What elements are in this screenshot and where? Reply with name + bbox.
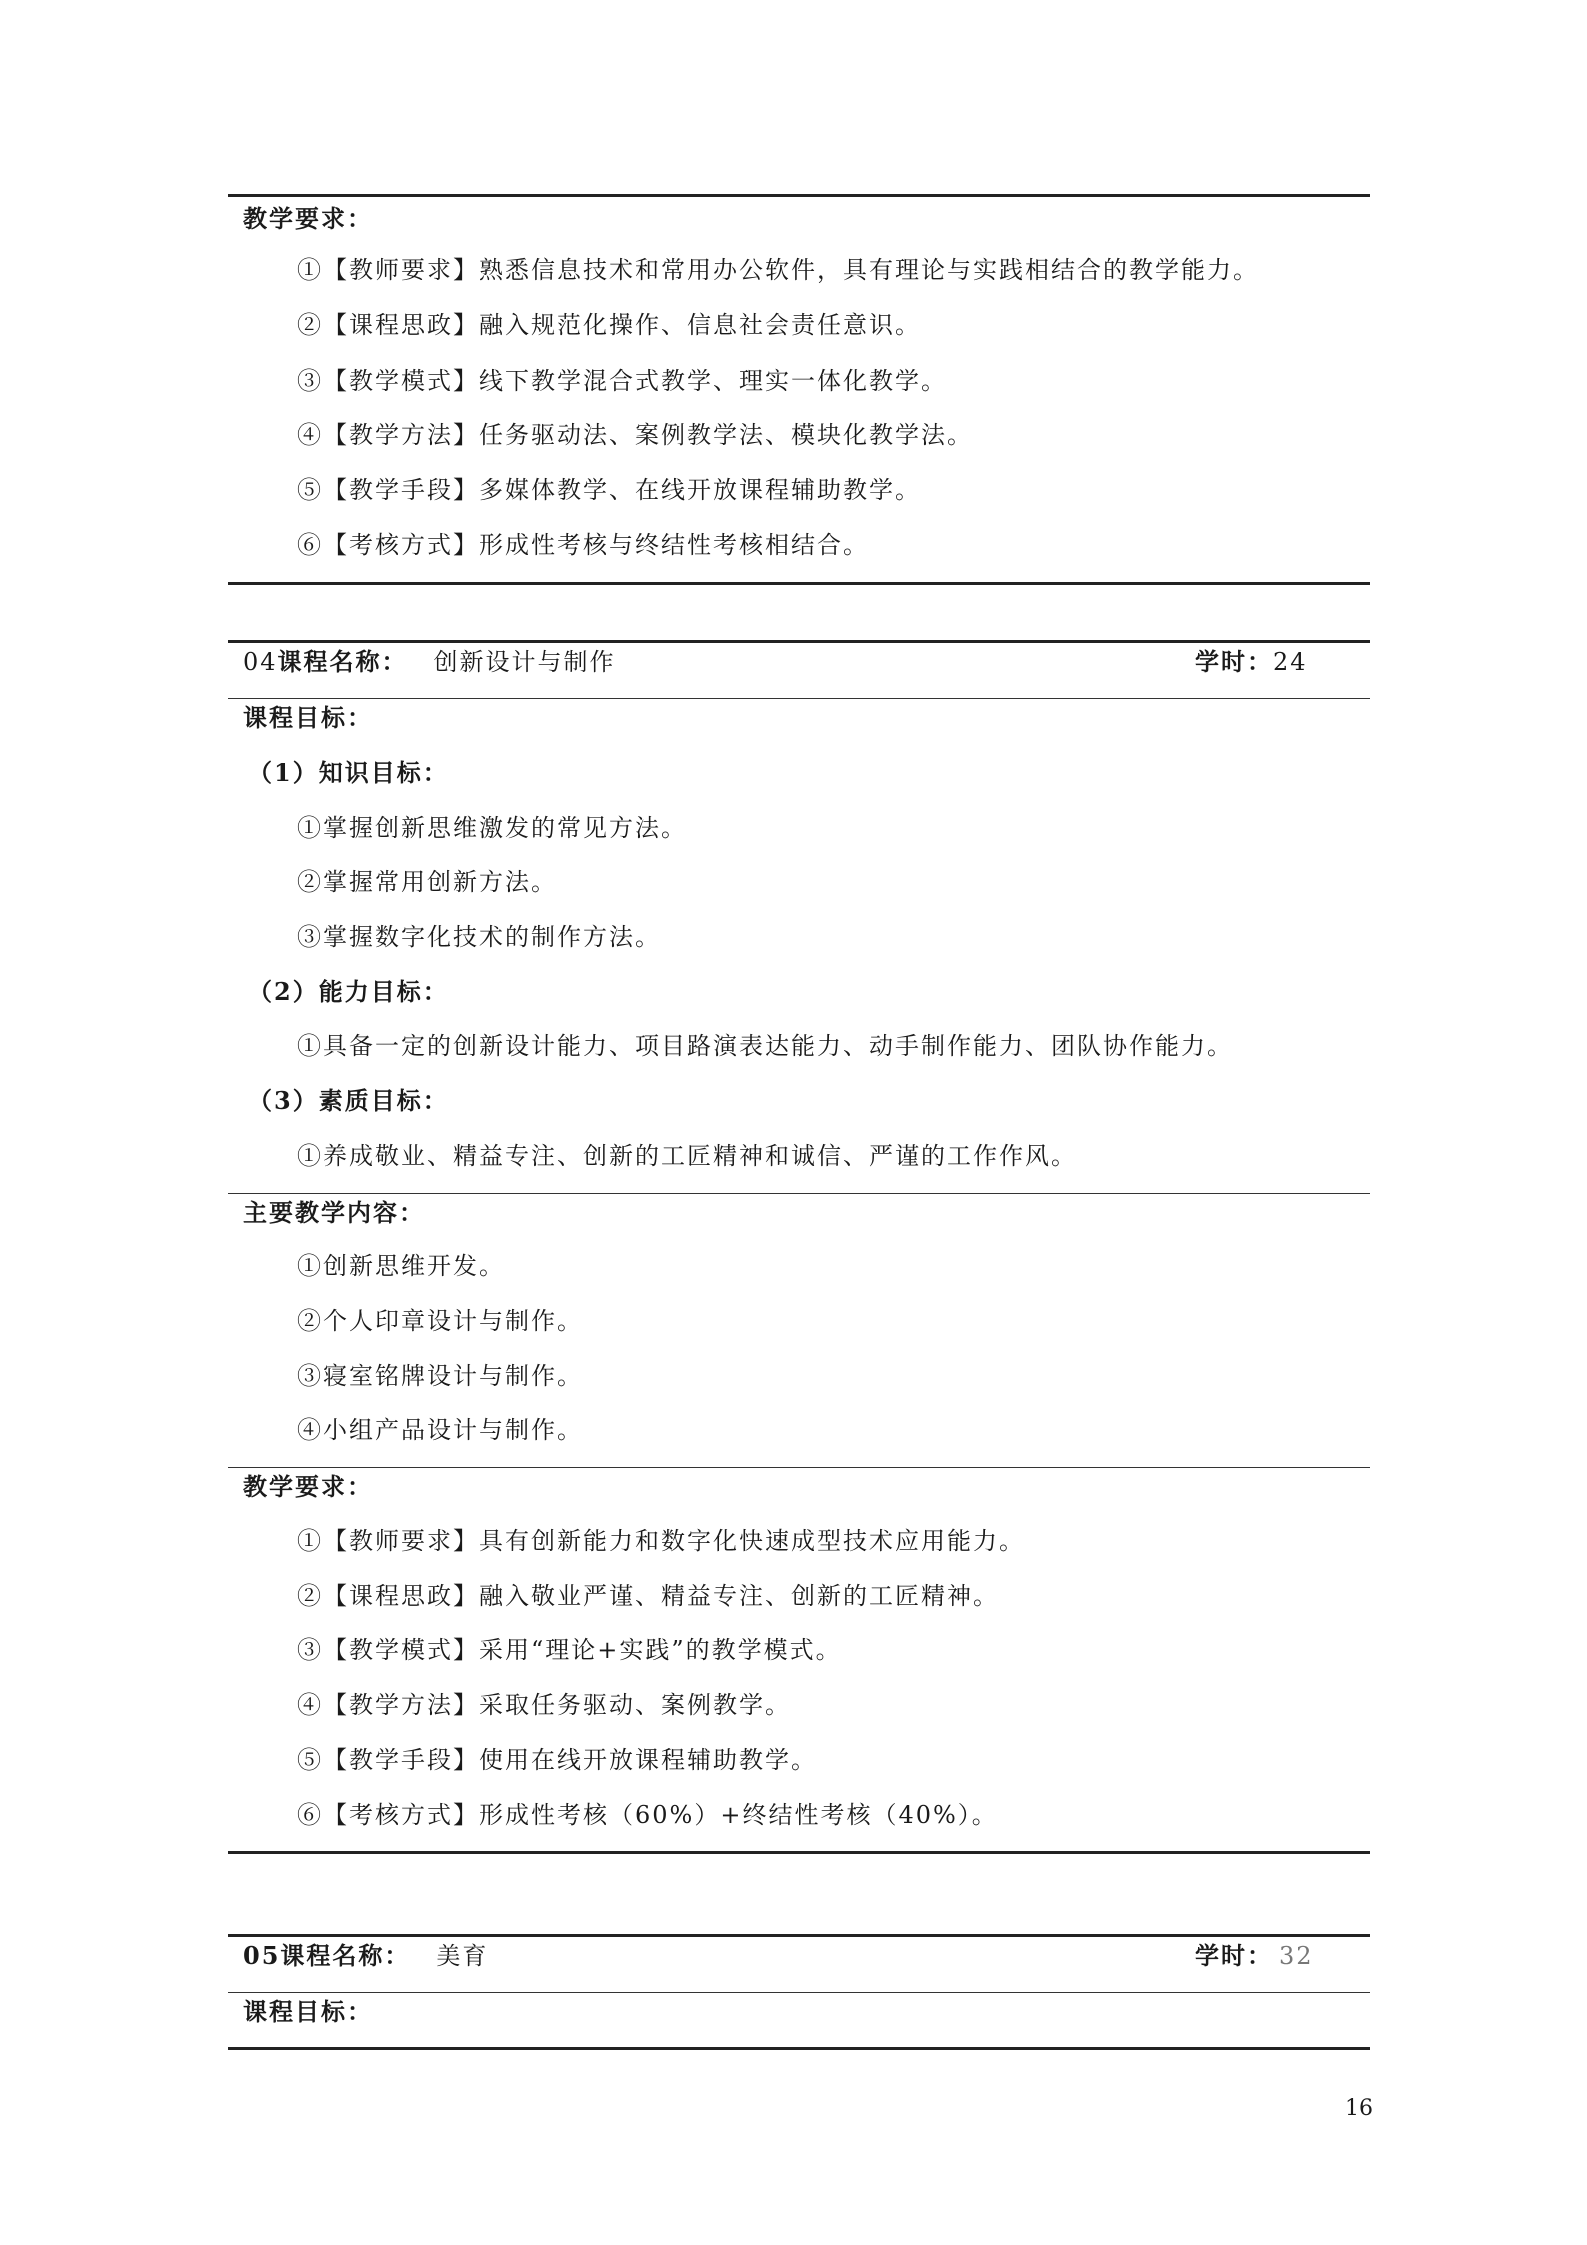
list-item: ③【教学模式】采用“理论+实践”的教学模式。 [297,1636,842,1664]
list-item: ①创新思维开发。 [297,1252,505,1280]
course-05-top-rule [228,1934,1370,1937]
hours-value: 24 [1273,648,1308,676]
list-item: ⑥【考核方式】形成性考核（60%）+终结性考核（40%）。 [297,1801,998,1829]
list-item: ①【教师要求】熟悉信息技术和常用办公软件，具有理论与实践相结合的教学能力。 [297,256,1259,284]
list-item: ③寝室铭牌设计与制作。 [297,1362,583,1390]
course-05-title-rule [228,1992,1370,1993]
list-item: ②【课程思政】融入敬业严谨、精益专注、创新的工匠精神。 [297,1582,999,1610]
requirements-rule [228,1467,1370,1468]
page-number: 16 [1345,2096,1373,2121]
ability-heading: （2）能力目标： [248,977,449,1006]
course-number: 05 [243,1941,281,1970]
course-name: 美育 [436,1942,489,1970]
list-item: ③掌握数字化技术的制作方法。 [297,923,661,951]
content-rule [228,1193,1370,1194]
knowledge-heading: （1）知识目标： [248,758,449,787]
course-name: 创新设计与制作 [433,648,616,676]
course-hours [1195,1940,1314,1972]
list-item: ③【教学模式】线下教学混合式教学、理实一体化教学。 [297,367,947,395]
course-04-top-rule [228,640,1370,643]
course-04-title-rule [228,698,1370,699]
hours-label: 学时： [1195,647,1273,676]
list-item: ①掌握创新思维激发的常见方法。 [297,814,687,842]
hours-value: 32 [1279,1942,1314,1970]
course-04-title-row [243,646,1355,678]
list-item: ④【教学方法】采取任务驱动、案例教学。 [297,1691,791,1719]
course-05-title-row [243,1940,1355,1972]
section-end-rule [228,582,1370,585]
list-item: ④【教学方法】任务驱动法、案例教学法、模块化教学法。 [297,421,973,449]
course-hours [1195,646,1308,678]
goals-heading: 课程目标： [243,703,373,732]
list-item: ①具备一定的创新设计能力、项目路演表达能力、动手制作能力、团队协作能力。 [297,1032,1233,1060]
course-name-label: 课程名称： [277,647,408,676]
list-item: ②掌握常用创新方法。 [297,868,557,896]
list-item: ①养成敬业、精益专注、创新的工匠精神和诚信、严谨的工作作风。 [297,1142,1077,1170]
course-05-bottom-rule [228,2047,1370,2050]
hours-label: 学时： [1195,1941,1273,1970]
list-item: ②【课程思政】融入规范化操作、信息社会责任意识。 [297,311,921,339]
list-item: ⑤【教学手段】使用在线开放课程辅助教学。 [297,1746,817,1774]
goals-heading: 课程目标： [243,1997,373,2026]
course-number: 04 [243,648,278,676]
list-item: ④小组产品设计与制作。 [297,1416,583,1444]
course-name-label: 课程名称： [280,1941,411,1970]
list-item: ①【教师要求】具有创新能力和数字化快速成型技术应用能力。 [297,1527,1025,1555]
requirements-heading: 教学要求： [243,204,373,233]
list-item: ⑥【考核方式】形成性考核与终结性考核相结合。 [297,531,869,559]
course-04-end-rule [228,1851,1370,1854]
list-item: ⑤【教学手段】多媒体教学、在线开放课程辅助教学。 [297,476,921,504]
quality-heading: （3）素质目标： [248,1086,449,1115]
list-item: ②个人印章设计与制作。 [297,1307,583,1335]
top-rule [228,194,1370,197]
content-heading: 主要教学内容： [243,1198,425,1227]
requirements-heading: 教学要求： [243,1472,373,1501]
